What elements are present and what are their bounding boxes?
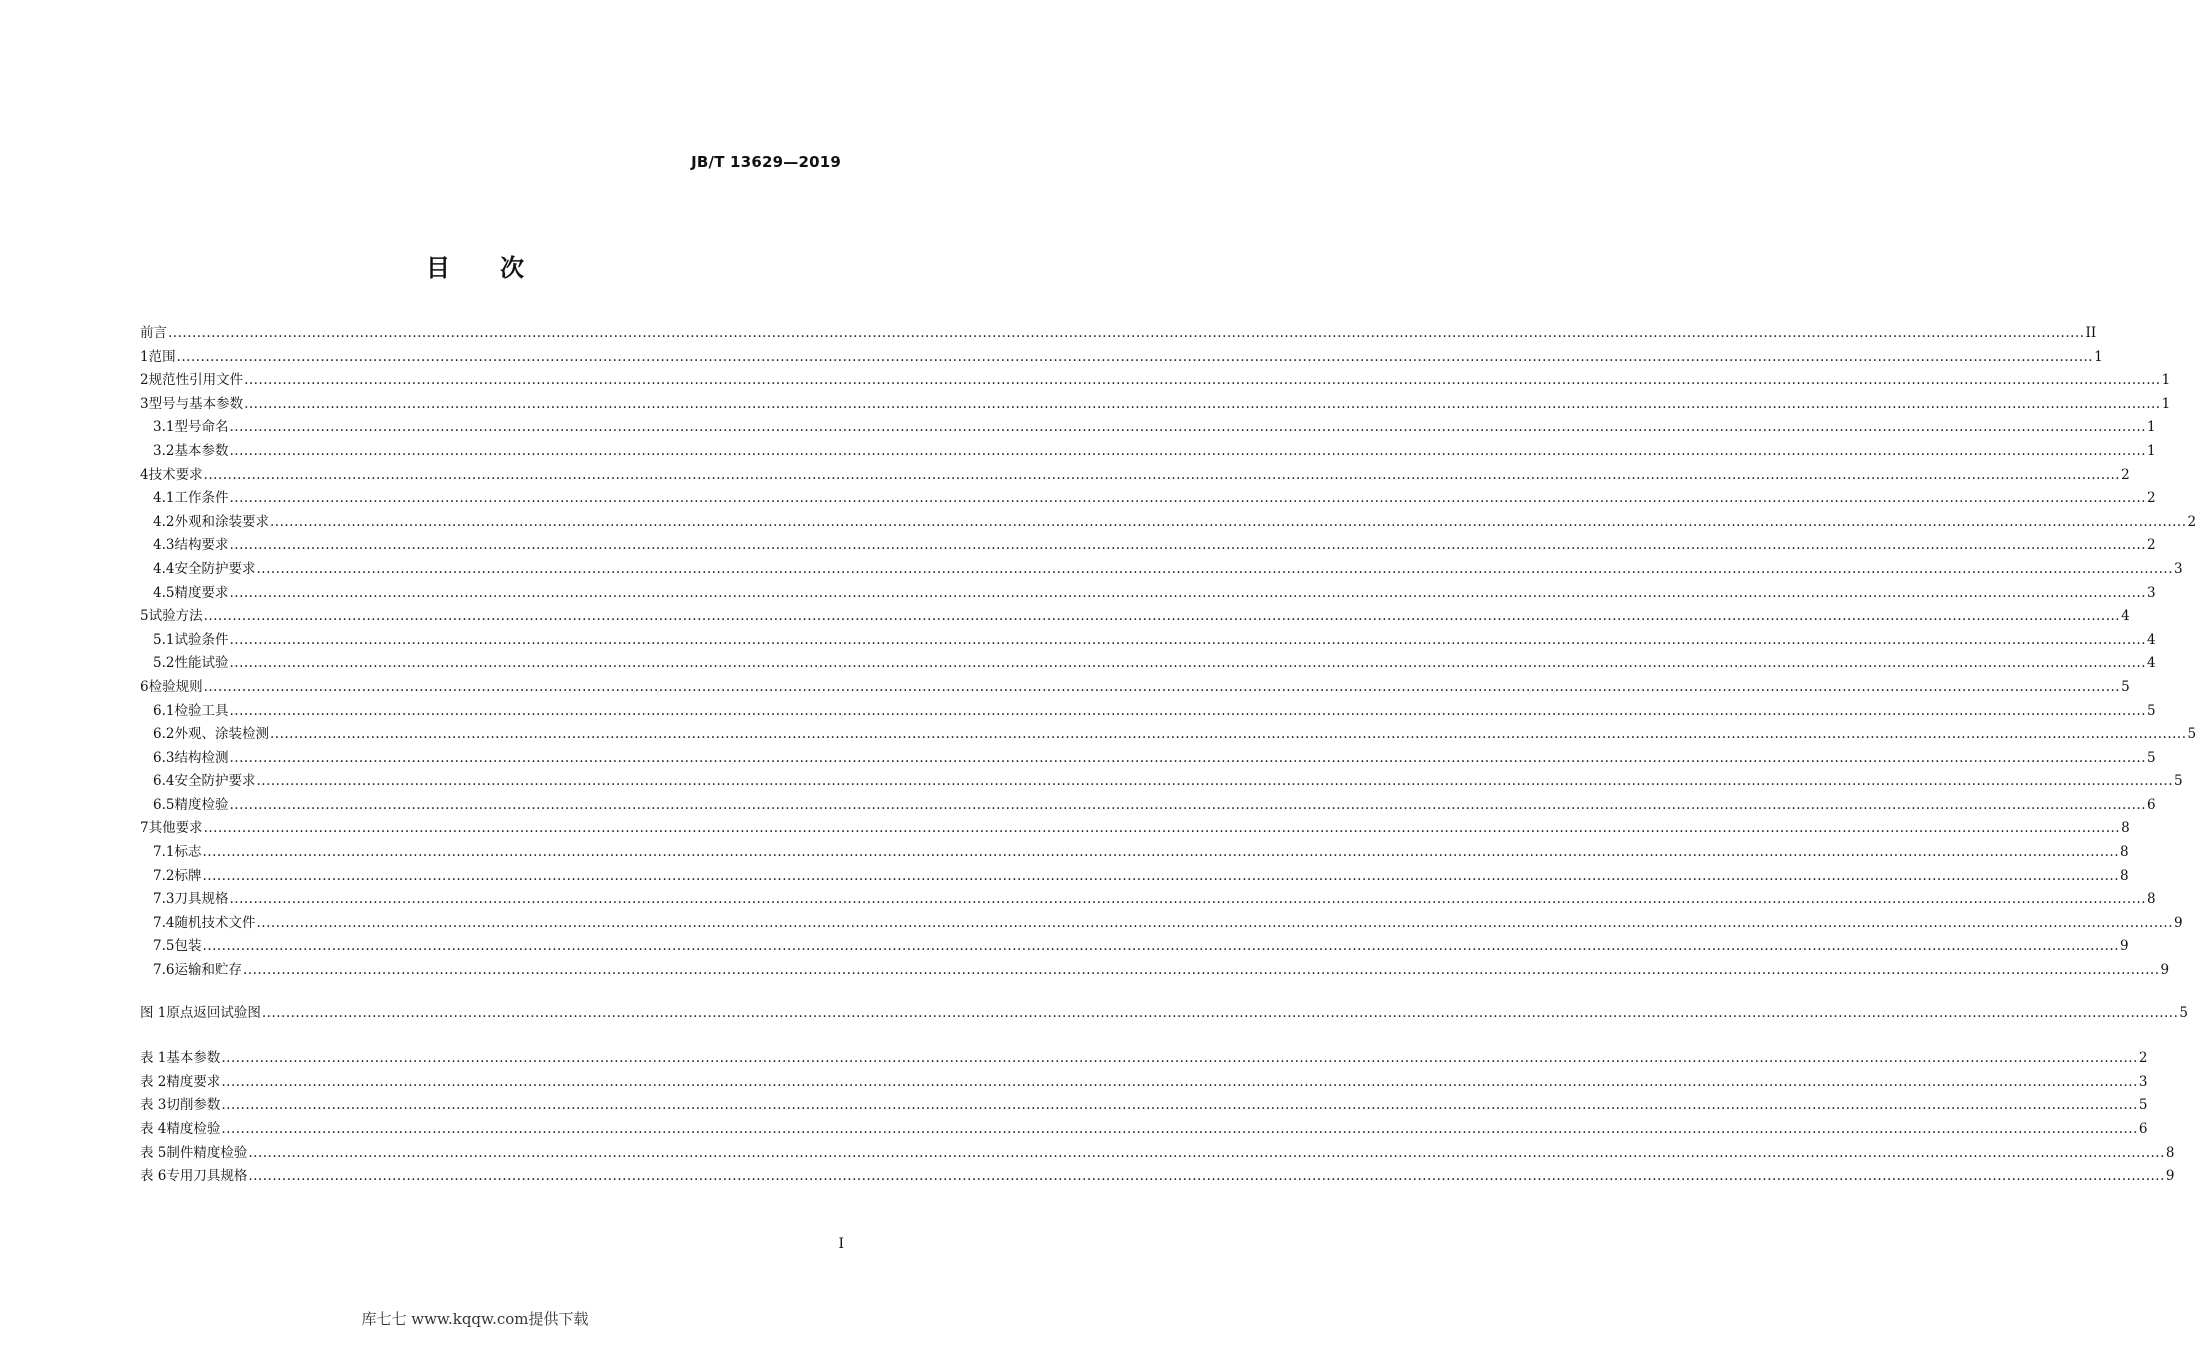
leader-dots: ................................................................................................................................................................................................................................................................................................................................................................................................................ xyxy=(203,820,2121,837)
entry-page-number: 1 xyxy=(2147,442,2156,459)
entry-label: 范围 xyxy=(148,348,176,365)
entry-page-number: 2 xyxy=(2147,490,2156,507)
entry-page-number: 3 xyxy=(2138,1073,2148,1090)
entry-label: 基本参数 xyxy=(174,442,229,459)
entry-page-number: 5 xyxy=(2147,702,2156,719)
toc-entry[interactable] xyxy=(140,865,2129,889)
toc-entry[interactable] xyxy=(140,487,2156,511)
toc-entry[interactable] xyxy=(140,794,2156,818)
entry-label: 基本参数 xyxy=(166,1050,221,1067)
leader-dots: ................................................................................................................................................................................................................................................................................................................................................................................................................ xyxy=(221,1050,2138,1067)
toc-entry[interactable] xyxy=(140,676,2130,700)
page-number: I xyxy=(838,1236,844,1252)
toc-entry[interactable] xyxy=(140,346,2103,370)
toc-entry[interactable] xyxy=(140,558,2183,582)
entry-number: 6.1 xyxy=(153,702,175,719)
entry-label: 精度要求 xyxy=(166,1073,221,1090)
toc-entry[interactable] xyxy=(140,369,2171,393)
entry-page-number: 4 xyxy=(2147,631,2156,648)
table-of-contents xyxy=(140,322,2196,1189)
entry-page-number: 8 xyxy=(2121,820,2130,837)
entry-page-number: II xyxy=(2085,325,2097,341)
entry-label: 精度要求 xyxy=(174,584,229,601)
entry-label: 精度检验 xyxy=(174,796,229,813)
entry-page-number: 8 xyxy=(2165,1144,2175,1161)
leader-dots: ................................................................................................................................................................................................................................................................................................................................................................................................................ xyxy=(229,631,2146,648)
entry-number: 5 xyxy=(140,608,149,625)
entry-number: 7 xyxy=(140,820,149,837)
leader-dots: ................................................................................................................................................................................................................................................................................................................................................................................................................ xyxy=(261,1004,2179,1021)
entry-page-number: 2 xyxy=(2121,466,2130,483)
leader-dots: ................................................................................................................................................................................................................................................................................................................................................................................................................ xyxy=(248,1144,2165,1161)
toc-entry[interactable] xyxy=(140,1118,2148,1142)
entry-number: 表 6 xyxy=(140,1168,167,1185)
entry-label: 原点返回试验图 xyxy=(166,1004,261,1021)
entry-label: 前言 xyxy=(140,325,167,341)
entry-page-number: 1 xyxy=(2094,348,2103,365)
entry-page-number: 8 xyxy=(2120,867,2129,884)
standard-code: JB/T 13629—2019 xyxy=(691,153,841,171)
toc-entry[interactable] xyxy=(140,1142,2175,1166)
entry-page-number: 9 xyxy=(2120,938,2129,955)
entry-number: 2 xyxy=(140,372,149,389)
toc-entry[interactable] xyxy=(140,959,2170,983)
entry-number: 3.2 xyxy=(153,442,175,459)
leader-dots: ................................................................................................................................................................................................................................................................................................................................................................................................................ xyxy=(256,773,2173,790)
leader-dots: ................................................................................................................................................................................................................................................................................................................................................................................................................ xyxy=(203,608,2121,625)
toc-entry[interactable] xyxy=(140,416,2156,440)
leader-dots: ................................................................................................................................................................................................................................................................................................................................................................................................................ xyxy=(256,914,2173,931)
entry-number: 6.2 xyxy=(153,726,175,743)
entry-label: 刀具规格 xyxy=(174,891,229,908)
entry-label: 专用刀具规格 xyxy=(166,1168,248,1185)
entry-page-number: 2 xyxy=(2147,537,2156,554)
entry-label: 安全防护要求 xyxy=(174,560,256,577)
entry-page-number: 3 xyxy=(2174,560,2183,577)
entry-page-number: 5 xyxy=(2138,1097,2148,1114)
entry-label: 性能试验 xyxy=(174,655,229,672)
toc-entry[interactable] xyxy=(140,817,2130,841)
entry-label: 工作条件 xyxy=(174,490,229,507)
entry-page-number: 1 xyxy=(2161,372,2171,389)
entry-page-number: 4 xyxy=(2121,608,2130,625)
entry-page-number: 9 xyxy=(2165,1168,2175,1185)
leader-dots: ................................................................................................................................................................................................................................................................................................................................................................................................................ xyxy=(244,372,2161,389)
entry-number: 5.2 xyxy=(153,655,175,672)
entry-number: 5.1 xyxy=(153,631,175,648)
footer-watermark: 库七七 www.kqqw.com提供下载 xyxy=(361,1310,589,1328)
leader-dots: ................................................................................................................................................................................................................................................................................................................................................................................................................ xyxy=(229,584,2146,601)
entry-page-number: 8 xyxy=(2120,844,2129,861)
entry-label: 随机技术文件 xyxy=(174,914,256,931)
leader-dots: ................................................................................................................................................................................................................................................................................................................................................................................................................ xyxy=(176,348,2094,365)
entry-label: 检验工具 xyxy=(174,702,229,719)
toc-entry[interactable] xyxy=(140,700,2156,724)
leader-dots: ................................................................................................................................................................................................................................................................................................................................................................................................................ xyxy=(202,867,2119,884)
entry-page-number: 6 xyxy=(2138,1121,2148,1137)
entry-label: 外观、涂装检测 xyxy=(174,726,269,743)
toc-entry[interactable] xyxy=(140,393,2171,417)
toc-section-list xyxy=(140,322,2196,983)
leader-dots: ................................................................................................................................................................................................................................................................................................................................................................................................................ xyxy=(229,419,2146,436)
leader-dots: ................................................................................................................................................................................................................................................................................................................................................................................................................ xyxy=(202,844,2119,861)
entry-number: 4.4 xyxy=(153,560,175,577)
entry-page-number: 2 xyxy=(2138,1050,2148,1067)
toc-entry[interactable] xyxy=(140,1094,2148,1118)
toc-entry[interactable] xyxy=(140,652,2156,676)
toc-entry[interactable] xyxy=(140,464,2130,488)
toc-entry[interactable] xyxy=(140,912,2183,936)
entry-page-number: 2 xyxy=(2187,513,2196,530)
entry-label: 运输和贮存 xyxy=(174,962,242,979)
entry-number: 4.3 xyxy=(153,537,175,554)
entry-number: 4 xyxy=(140,466,149,483)
toc-entry[interactable] xyxy=(140,322,2097,346)
entry-label: 制件精度检验 xyxy=(166,1144,248,1161)
toc-entry[interactable] xyxy=(140,1165,2175,1189)
entry-page-number: 1 xyxy=(2147,419,2156,436)
entry-number: 6.4 xyxy=(153,773,175,790)
leader-dots: ................................................................................................................................................................................................................................................................................................................................................................................................................ xyxy=(229,796,2146,813)
toc-entry[interactable] xyxy=(140,1071,2148,1095)
entry-page-number: 5 xyxy=(2174,773,2183,790)
entry-number: 3 xyxy=(140,395,149,412)
leader-dots: ................................................................................................................................................................................................................................................................................................................................................................................................................ xyxy=(203,678,2121,695)
table-list xyxy=(140,1047,2175,1189)
leader-dots: ................................................................................................................................................................................................................................................................................................................................................................................................................ xyxy=(229,702,2146,719)
leader-dots: ................................................................................................................................................................................................................................................................................................................................................................................................................ xyxy=(256,560,2173,577)
leader-dots: ................................................................................................................................................................................................................................................................................................................................................................................................................ xyxy=(248,1168,2165,1185)
entry-number: 7.3 xyxy=(153,891,175,908)
entry-number: 3.1 xyxy=(153,419,175,436)
entry-label: 规范性引用文件 xyxy=(148,372,244,389)
entry-label: 检验规则 xyxy=(148,678,203,695)
leader-dots: ................................................................................................................................................................................................................................................................................................................................................................................................................ xyxy=(168,325,2085,341)
entry-page-number: 3 xyxy=(2147,584,2156,601)
leader-dots: ................................................................................................................................................................................................................................................................................................................................................................................................................ xyxy=(269,513,2187,530)
toc-entry[interactable] xyxy=(140,1002,2188,1026)
toc-entry[interactable] xyxy=(140,605,2130,629)
leader-dots: ................................................................................................................................................................................................................................................................................................................................................................................................................ xyxy=(221,1097,2138,1114)
leader-dots: ................................................................................................................................................................................................................................................................................................................................................................................................................ xyxy=(229,442,2146,459)
entry-label: 安全防护要求 xyxy=(174,773,256,790)
entry-number: 7.1 xyxy=(153,844,175,861)
entry-number: 表 3 xyxy=(140,1097,167,1114)
entry-page-number: 4 xyxy=(2147,655,2156,672)
toc-entry[interactable] xyxy=(140,888,2156,912)
entry-number: 7.4 xyxy=(153,914,175,931)
leader-dots: ................................................................................................................................................................................................................................................................................................................................................................................................................ xyxy=(229,655,2146,672)
entry-number: 1 xyxy=(140,348,149,365)
entry-number: 6.5 xyxy=(153,796,175,813)
toc-entry[interactable] xyxy=(140,935,2129,959)
leader-dots: ................................................................................................................................................................................................................................................................................................................................................................................................................ xyxy=(229,490,2146,507)
toc-title: 目次 xyxy=(426,254,574,282)
leader-dots: ................................................................................................................................................................................................................................................................................................................................................................................................................ xyxy=(229,537,2146,554)
toc-entry[interactable] xyxy=(140,582,2156,606)
entry-number: 6 xyxy=(140,678,149,695)
leader-dots: ................................................................................................................................................................................................................................................................................................................................................................................................................ xyxy=(229,749,2146,766)
toc-gap xyxy=(140,983,842,1002)
entry-label: 切削参数 xyxy=(166,1097,221,1114)
entry-label: 型号命名 xyxy=(174,419,229,436)
toc-entry[interactable] xyxy=(140,440,2156,464)
leader-dots: ................................................................................................................................................................................................................................................................................................................................................................................................................ xyxy=(221,1121,2138,1137)
entry-page-number: 6 xyxy=(2147,796,2156,813)
entry-page-number: 9 xyxy=(2160,962,2170,979)
leader-dots: ................................................................................................................................................................................................................................................................................................................................................................................................................ xyxy=(221,1073,2138,1090)
toc-entry[interactable] xyxy=(140,770,2183,794)
toc-entry[interactable] xyxy=(140,1047,2148,1071)
entry-page-number: 9 xyxy=(2174,914,2183,931)
entry-label: 外观和涂装要求 xyxy=(174,513,269,530)
toc-entry[interactable] xyxy=(140,747,2156,771)
entry-number: 4.1 xyxy=(153,490,175,507)
entry-number: 表 4 xyxy=(140,1121,167,1137)
leader-dots: ................................................................................................................................................................................................................................................................................................................................................................................................................ xyxy=(203,466,2121,483)
entry-page-number: 5 xyxy=(2147,749,2156,766)
entry-number: 表 5 xyxy=(140,1144,167,1161)
leader-dots: ................................................................................................................................................................................................................................................................................................................................................................................................................ xyxy=(202,938,2119,955)
entry-label: 包装 xyxy=(174,938,202,955)
entry-label: 其他要求 xyxy=(148,820,203,837)
leader-dots: ................................................................................................................................................................................................................................................................................................................................................................................................................ xyxy=(269,726,2187,743)
entry-label: 型号与基本参数 xyxy=(148,395,244,412)
entry-label: 技术要求 xyxy=(148,466,203,483)
entry-page-number: 8 xyxy=(2147,891,2156,908)
entry-number: 7.5 xyxy=(153,938,175,955)
entry-label: 结构检测 xyxy=(174,749,229,766)
entry-number: 7.2 xyxy=(153,867,175,884)
toc-gap xyxy=(140,1025,842,1047)
entry-number: 表 1 xyxy=(140,1050,167,1067)
toc-entry[interactable] xyxy=(140,841,2129,865)
toc-entry[interactable] xyxy=(140,629,2156,653)
entry-page-number: 5 xyxy=(2179,1004,2188,1021)
leader-dots: ................................................................................................................................................................................................................................................................................................................................................................................................................ xyxy=(242,962,2160,979)
entry-number: 7.6 xyxy=(153,962,175,979)
entry-number: 4.2 xyxy=(153,513,175,530)
leader-dots: ................................................................................................................................................................................................................................................................................................................................................................................................................ xyxy=(229,891,2146,908)
figure-list xyxy=(140,1002,2188,1026)
leader-dots: ................................................................................................................................................................................................................................................................................................................................................................................................................ xyxy=(244,395,2161,412)
entry-label: 标志 xyxy=(174,844,202,861)
entry-number: 4.5 xyxy=(153,584,175,601)
entry-label: 试验条件 xyxy=(174,631,229,648)
toc-entry[interactable] xyxy=(140,534,2156,558)
entry-label: 精度检验 xyxy=(166,1121,221,1137)
entry-label: 标牌 xyxy=(174,867,202,884)
entry-page-number: 5 xyxy=(2187,726,2196,743)
toc-entry[interactable] xyxy=(140,511,2196,535)
entry-label: 试验方法 xyxy=(148,608,203,625)
entry-number: 表 2 xyxy=(140,1073,167,1090)
entry-page-number: 5 xyxy=(2121,678,2130,695)
entry-label: 结构要求 xyxy=(174,537,229,554)
entry-number: 图 1 xyxy=(140,1004,167,1021)
toc-entry[interactable] xyxy=(140,723,2196,747)
entry-number: 6.3 xyxy=(153,749,175,766)
entry-page-number: 1 xyxy=(2161,395,2171,412)
